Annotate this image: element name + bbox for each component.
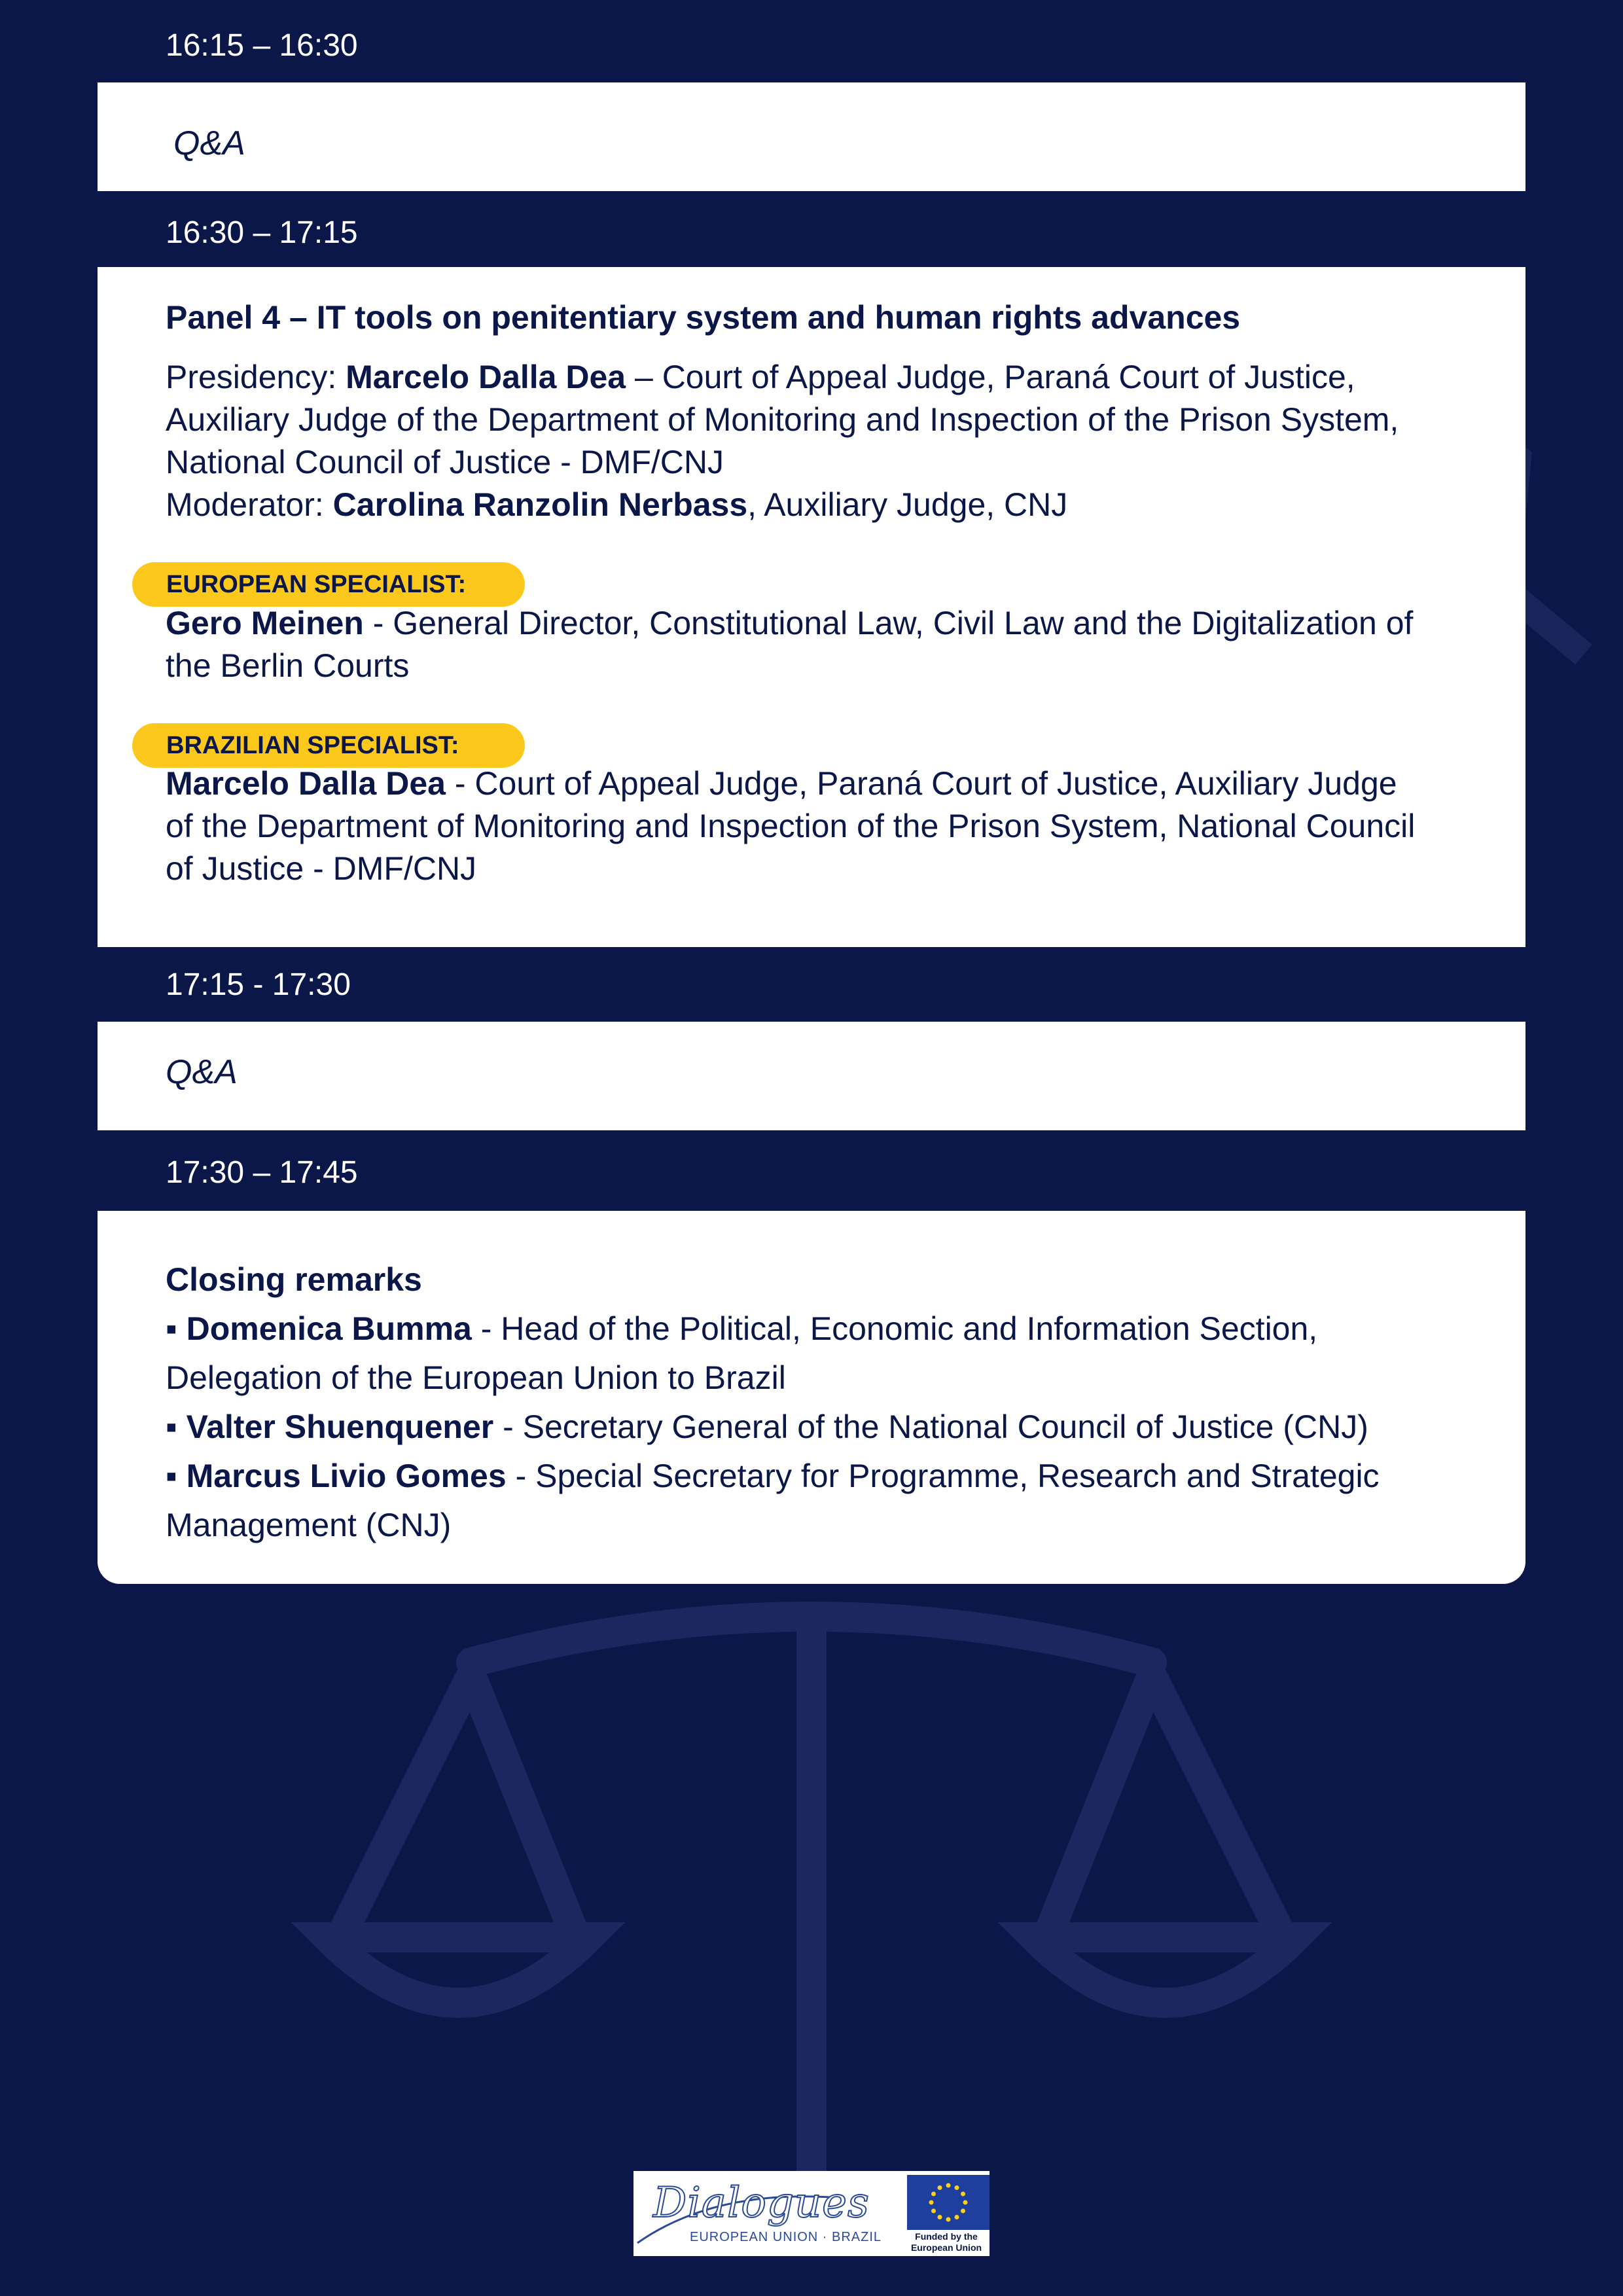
dialogues-logo bbox=[633, 2171, 903, 2256]
brazilian-specialist-tag: BRAZILIAN SPECIALIST: bbox=[132, 723, 525, 768]
european-specialist-tag: EUROPEAN SPECIALIST: bbox=[132, 562, 525, 607]
time-slot-1: 16:15 – 16:30 bbox=[166, 28, 358, 63]
closing-speaker-2: ▪ Valter Shuenquener - Secretary General of the National Council of Justice (CNJ) bbox=[166, 1408, 1368, 1445]
eu-funded-text: Funded by the European Union bbox=[910, 2231, 982, 2253]
qa-label: Q&A bbox=[173, 124, 245, 162]
time-slot-3: 17:15 - 17:30 bbox=[166, 967, 351, 1002]
presidency-name: Marcelo Dalla Dea bbox=[346, 359, 626, 395]
qa-label: Q&A bbox=[166, 1053, 238, 1091]
panel-title: Panel 4 – IT tools on penitentiary system and human rights advances bbox=[166, 299, 1241, 336]
qa-card-1 bbox=[98, 82, 1525, 191]
dialogues-wordmark: Dialogues bbox=[653, 2179, 870, 2227]
closing-title: Closing remarks bbox=[166, 1261, 422, 1298]
closing-speaker-1: ▪ Domenica Bumma - Head of the Political, Economic and Information Section, bbox=[166, 1310, 1318, 1347]
closing-speaker-3: ▪ Marcus Livio Gomes - Special Secretary for Programme, Research and Strategic bbox=[166, 1458, 1380, 1494]
european-specialist-block: Gero Meinen - General Director, Constitutional Law, Civil Law and the Digitalization of the Berlin Courts bbox=[166, 605, 1414, 684]
dialogues-subtitle: EUROPEAN UNION · BRAZIL bbox=[690, 2230, 882, 2244]
footer-logos bbox=[633, 2171, 990, 2256]
european-specialist-name: Gero Meinen bbox=[166, 605, 364, 641]
panel-4-card bbox=[98, 267, 1525, 947]
brazilian-specialist-name: Marcelo Dalla Dea bbox=[166, 765, 446, 802]
presidency-block: Presidency: Marcelo Dalla Dea – Court of Appeal Judge, Paraná Court of Justice, Auxiliary Judge of the Department of Monitoring and Inspection of the Prison System, National Council of Justice - DMF/CNJ Moderator: Carolina Ranzolin Nerbass, Auxiliary Judge, CNJ bbox=[166, 356, 1474, 526]
time-slot-4: 17:30 – 17:45 bbox=[166, 1155, 358, 1190]
closing-remarks-card: Closing remarks ▪ Domenica Bumma - Head of the Political, Economic and Information Section, Delegation of the European Union to Brazil ▪ Valter Shuenquener - Secretary General of the National Council of Justice (CNJ) ▪ Marcus Livio Gomes - Special Secretary for Programme, Research and Strategic Management (CNJ) bbox=[98, 1211, 1525, 1584]
qa-card-2 bbox=[98, 1022, 1525, 1130]
moderator-line: Moderator: Carolina Ranzolin Nerbass, Auxiliary Judge, CNJ bbox=[166, 486, 1068, 523]
brazilian-specialist-block: Marcelo Dalla Dea - Court of Appeal Judge, Paraná Court of Justice, Auxiliary Judge of the Department of Monitoring and Inspection of the Prison System, National Council of Justice - DMF/CNJ bbox=[166, 765, 1416, 887]
moderator-name: Carolina Ranzolin Nerbass bbox=[332, 486, 748, 523]
eu-flag-icon bbox=[907, 2175, 990, 2230]
time-slot-2: 16:30 – 17:15 bbox=[166, 215, 358, 250]
